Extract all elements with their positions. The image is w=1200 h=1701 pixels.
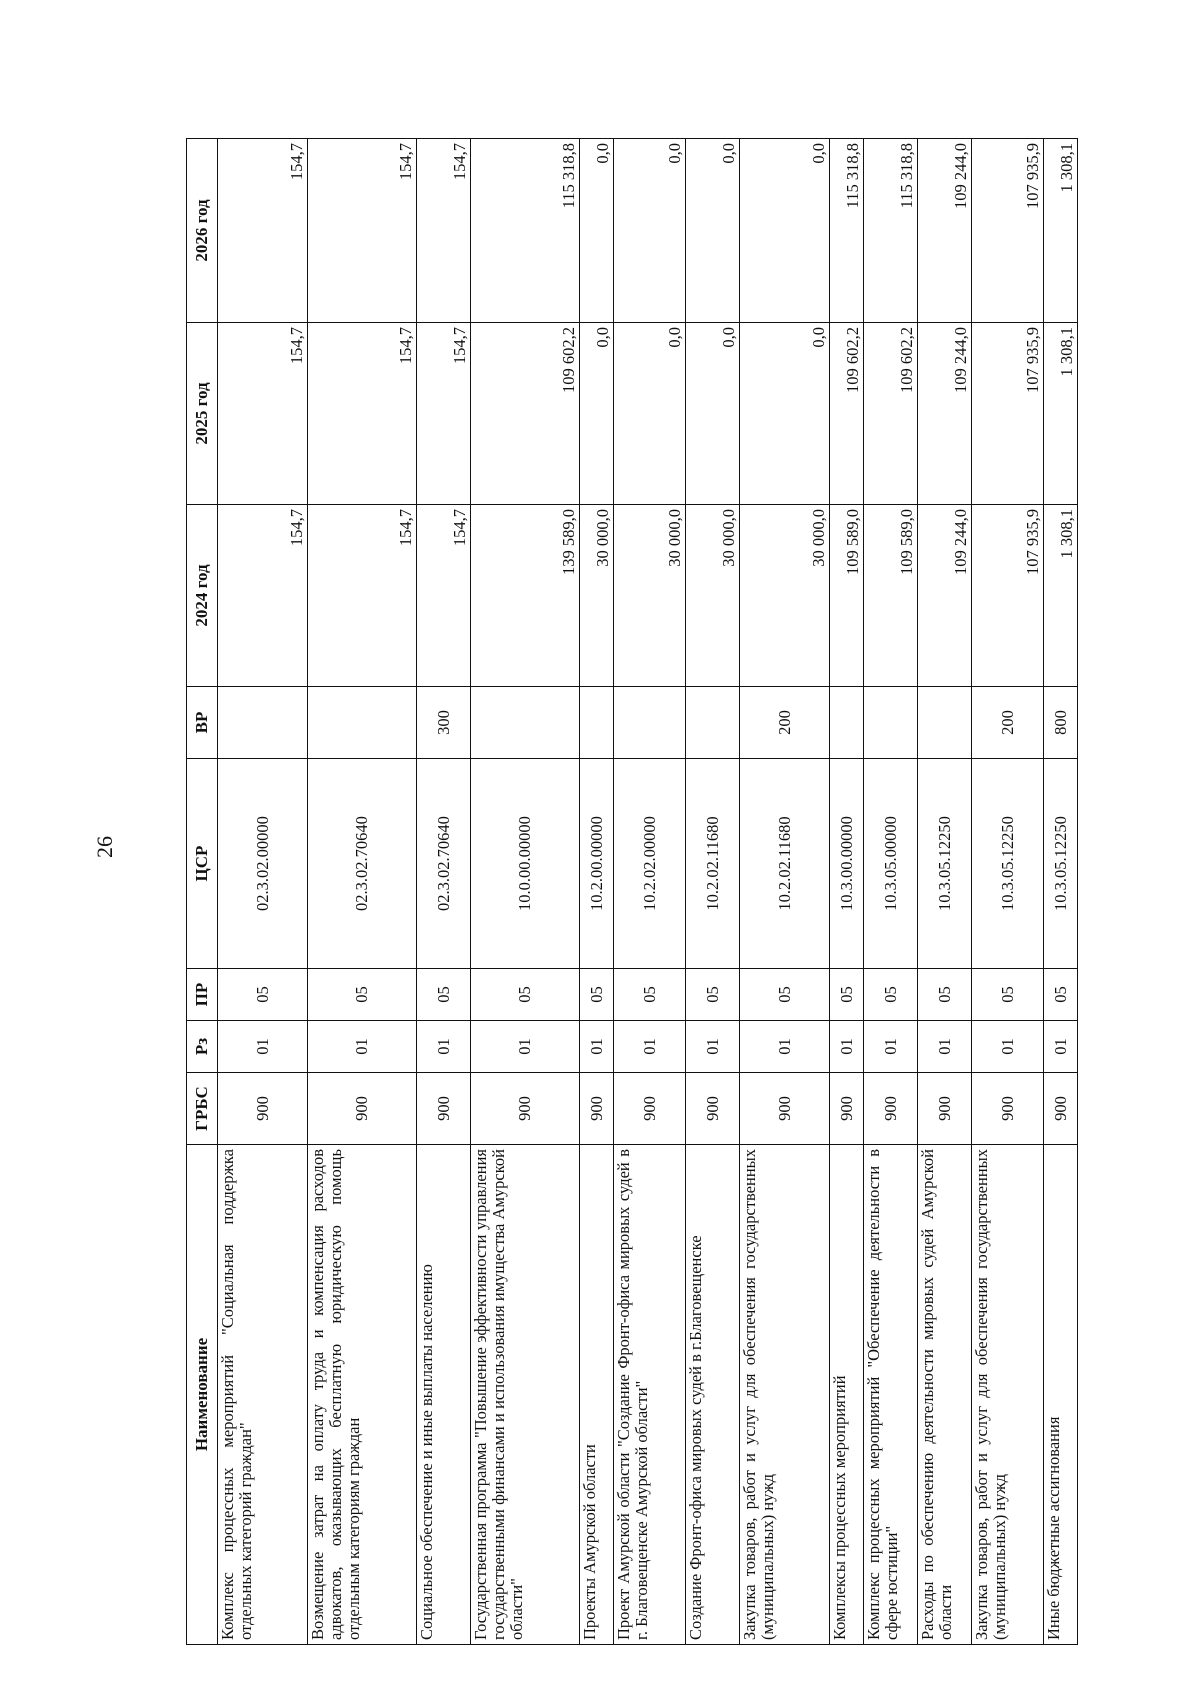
cell-vr [308, 687, 417, 759]
cell-rz: 01 [864, 1021, 918, 1073]
cell-y2025: 0,0 [580, 323, 614, 505]
cell-grbs: 900 [417, 1073, 471, 1145]
table-row [417, 139, 471, 1645]
cell-name: Закупка товаров, работ и услуг для обеспечения государственных (муниципальных) нужд [972, 1145, 1044, 1645]
cell-y2024: 30 000,0 [580, 505, 614, 687]
cell-vr [686, 687, 740, 759]
cell-rz: 01 [580, 1021, 614, 1073]
cell-y2024: 154,7 [308, 505, 417, 687]
cell-grbs: 900 [218, 1073, 308, 1145]
header-name: Наименование [187, 1145, 218, 1645]
cell-pr: 05 [972, 969, 1044, 1021]
cell-grbs: 900 [1044, 1073, 1078, 1145]
header-csr: ЦСР [187, 759, 218, 969]
cell-csr: 10.2.02.11680 [686, 759, 740, 969]
cell-y2024: 109 589,0 [864, 505, 918, 687]
cell-y2026: 115 318,8 [864, 139, 918, 323]
cell-grbs: 900 [614, 1073, 686, 1145]
cell-pr: 05 [308, 969, 417, 1021]
cell-y2026: 0,0 [740, 139, 830, 323]
header-pr: ПР [187, 969, 218, 1021]
cell-rz: 01 [972, 1021, 1044, 1073]
cell-y2025: 0,0 [614, 323, 686, 505]
cell-vr: 200 [972, 687, 1044, 759]
cell-pr: 05 [740, 969, 830, 1021]
table-row [580, 139, 614, 1645]
cell-y2025: 154,7 [218, 323, 308, 505]
header-2024: 2024 год [187, 505, 218, 687]
cell-y2026: 109 244,0 [918, 139, 972, 323]
cell-csr: 10.3.00.00000 [830, 759, 864, 969]
table-row [614, 139, 686, 1645]
cell-y2026: 0,0 [580, 139, 614, 323]
cell-y2026: 154,7 [218, 139, 308, 323]
cell-vr [580, 687, 614, 759]
cell-y2024: 109 589,0 [830, 505, 864, 687]
cell-name: Государственная программа "Повышение эффективности управления государственными финансами и использования имущества Амурской области" [471, 1145, 580, 1645]
table-header-row [187, 139, 218, 1645]
cell-pr: 05 [918, 969, 972, 1021]
cell-y2026: 107 935,9 [972, 139, 1044, 323]
cell-rz: 01 [830, 1021, 864, 1073]
table-row [218, 139, 308, 1645]
table-body [218, 139, 1078, 1645]
cell-y2026: 1 308,1 [1044, 139, 1078, 323]
cell-csr: 10.3.05.00000 [864, 759, 918, 969]
cell-csr: 02.3.02.70640 [308, 759, 417, 969]
table-row [830, 139, 864, 1645]
cell-csr: 10.2.02.11680 [740, 759, 830, 969]
cell-grbs: 900 [740, 1073, 830, 1145]
cell-grbs: 900 [686, 1073, 740, 1145]
cell-pr: 05 [614, 969, 686, 1021]
cell-vr: 300 [417, 687, 471, 759]
header-grbs: ГРБС [187, 1073, 218, 1145]
cell-y2026: 154,7 [308, 139, 417, 323]
cell-pr: 05 [580, 969, 614, 1021]
cell-rz: 01 [614, 1021, 686, 1073]
cell-name: Возмещение затрат на оплату труда и компенсация расходов адвокатов, оказывающих бесплатную юридическую помощь отдельным категориям граждан [308, 1145, 417, 1645]
cell-y2025: 0,0 [740, 323, 830, 505]
cell-rz: 01 [308, 1021, 417, 1073]
cell-y2024: 154,7 [417, 505, 471, 687]
cell-name: Проект Амурской области "Создание Фронт-офиса мировых судей в г. Благовещенске Амурской области" [614, 1145, 686, 1645]
cell-name: Комплекс процессных мероприятий "Обеспечение деятельности в сфере юстиции" [864, 1145, 918, 1645]
header-rz: Рз [187, 1021, 218, 1073]
cell-name: Расходы по обеспечению деятельности мировых судей Амурской области [918, 1145, 972, 1645]
cell-grbs: 900 [471, 1073, 580, 1145]
cell-y2025: 154,7 [308, 323, 417, 505]
cell-grbs: 900 [918, 1073, 972, 1145]
cell-y2024: 1 308,1 [1044, 505, 1078, 687]
cell-vr [830, 687, 864, 759]
cell-y2025: 0,0 [686, 323, 740, 505]
cell-name: Комплекс процессных мероприятий "Социальная поддержка отдельных категорий граждан" [218, 1145, 308, 1645]
cell-name: Закупка товаров, работ и услуг для обеспечения государственных (муниципальных) нужд [740, 1145, 830, 1645]
cell-csr: 10.3.05.12250 [972, 759, 1044, 969]
cell-y2024: 139 589,0 [471, 505, 580, 687]
cell-y2024: 109 244,0 [918, 505, 972, 687]
cell-y2026: 0,0 [614, 139, 686, 323]
cell-rz: 01 [740, 1021, 830, 1073]
cell-y2024: 30 000,0 [740, 505, 830, 687]
cell-rz: 01 [417, 1021, 471, 1073]
cell-csr: 02.3.02.00000 [218, 759, 308, 969]
cell-y2025: 1 308,1 [1044, 323, 1078, 505]
cell-y2024: 154,7 [218, 505, 308, 687]
cell-name: Проекты Амурской области [580, 1145, 614, 1645]
table-row [686, 139, 740, 1645]
cell-vr [918, 687, 972, 759]
cell-grbs: 900 [308, 1073, 417, 1145]
cell-y2026: 0,0 [686, 139, 740, 323]
cell-pr: 05 [830, 969, 864, 1021]
cell-pr: 05 [1044, 969, 1078, 1021]
budget-table [186, 138, 1078, 1645]
rotated-table-container [186, 139, 1076, 1645]
cell-csr: 10.3.05.12250 [918, 759, 972, 969]
cell-pr: 05 [417, 969, 471, 1021]
cell-pr: 05 [864, 969, 918, 1021]
cell-vr [864, 687, 918, 759]
cell-y2025: 154,7 [417, 323, 471, 505]
cell-y2026: 115 318,8 [830, 139, 864, 323]
cell-rz: 01 [918, 1021, 972, 1073]
cell-grbs: 900 [580, 1073, 614, 1145]
cell-name: Создание Фронт-офиса мировых судей в г.Благовещенске [686, 1145, 740, 1645]
header-2025: 2025 год [187, 323, 218, 505]
cell-name: Комплексы процессных мероприятий [830, 1145, 864, 1645]
page-number: 26 [92, 836, 117, 858]
table-row [864, 139, 918, 1645]
cell-y2025: 109 602,2 [830, 323, 864, 505]
cell-vr [471, 687, 580, 759]
table-row [740, 139, 830, 1645]
cell-y2024: 107 935,9 [972, 505, 1044, 687]
cell-name: Иные бюджетные ассигнования [1044, 1145, 1078, 1645]
cell-vr [218, 687, 308, 759]
table-row [972, 139, 1044, 1645]
cell-vr: 200 [740, 687, 830, 759]
cell-csr: 10.3.05.12250 [1044, 759, 1078, 969]
table-row [918, 139, 972, 1645]
header-2026: 2026 год [187, 139, 218, 323]
cell-grbs: 900 [864, 1073, 918, 1145]
cell-vr [614, 687, 686, 759]
cell-csr: 10.2.00.00000 [580, 759, 614, 969]
cell-y2025: 109 602,2 [471, 323, 580, 505]
cell-csr: 02.3.02.70640 [417, 759, 471, 969]
cell-y2024: 30 000,0 [614, 505, 686, 687]
cell-rz: 01 [686, 1021, 740, 1073]
cell-y2025: 107 935,9 [972, 323, 1044, 505]
cell-name: Социальное обеспечение и иные выплаты населению [417, 1145, 471, 1645]
cell-pr: 05 [218, 969, 308, 1021]
cell-y2025: 109 244,0 [918, 323, 972, 505]
cell-rz: 01 [218, 1021, 308, 1073]
table-row [471, 139, 580, 1645]
header-vr: ВР [187, 687, 218, 759]
cell-pr: 05 [686, 969, 740, 1021]
cell-pr: 05 [471, 969, 580, 1021]
cell-y2025: 109 602,2 [864, 323, 918, 505]
cell-vr: 800 [1044, 687, 1078, 759]
table-row [308, 139, 417, 1645]
cell-grbs: 900 [830, 1073, 864, 1145]
cell-y2026: 115 318,8 [471, 139, 580, 323]
table-row [1044, 139, 1078, 1645]
cell-y2026: 154,7 [417, 139, 471, 323]
cell-rz: 01 [471, 1021, 580, 1073]
cell-csr: 10.2.02.00000 [614, 759, 686, 969]
cell-csr: 10.0.00.00000 [471, 759, 580, 969]
cell-grbs: 900 [972, 1073, 1044, 1145]
cell-y2024: 30 000,0 [686, 505, 740, 687]
cell-rz: 01 [1044, 1021, 1078, 1073]
